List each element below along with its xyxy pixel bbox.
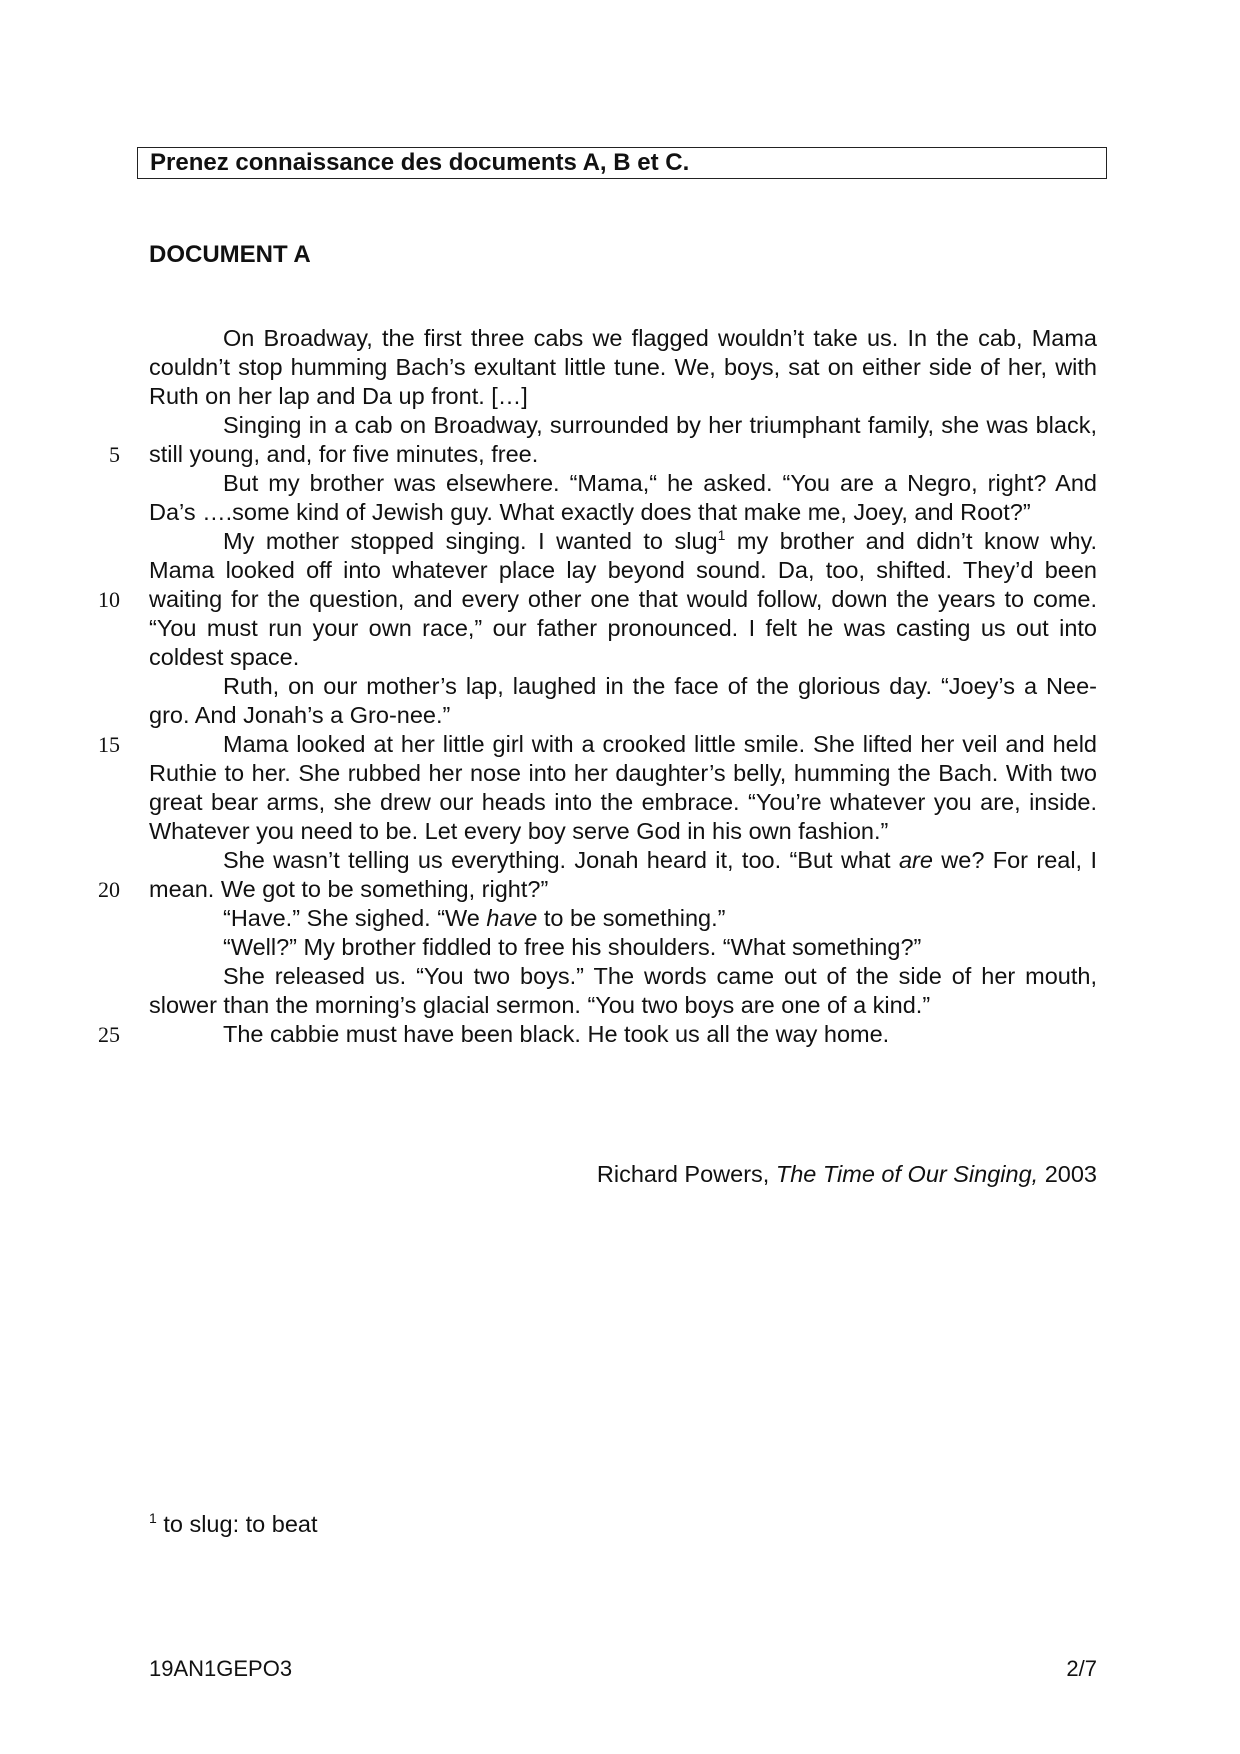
document-heading: DOCUMENT A bbox=[149, 241, 311, 268]
line-number-5: 5 bbox=[109, 442, 120, 467]
exam-code: 19AN1GEPO3 bbox=[149, 1656, 293, 1681]
paragraph-part: She wasn’t telling us everything. Jonah heard it, too. “But what bbox=[223, 847, 899, 873]
document-text bbox=[149, 324, 1097, 1049]
line-number-15: 15 bbox=[98, 732, 120, 757]
footnote-text: to slug: to beat bbox=[156, 1511, 318, 1537]
paragraph: On Broadway, the first three cabs we flagged wouldn’t take us. In the cab, Mama couldn’t stop humming Bach’s exultant little tune. We, boys, sat on either side of her, with Ruth on her lap and Da up front. […] bbox=[149, 325, 1097, 409]
paragraph: She released us. “You two boys.” The words came out of the side of her mouth, slower than the morning’s glacial sermon. “You two boys are one of a kind.” bbox=[149, 963, 1097, 1018]
paragraph: Singing in a cab on Broadway, surrounded by her triumphant family, she was black, still young, and, for five minutes, free. bbox=[149, 412, 1097, 467]
attribution-author: Richard Powers, bbox=[596, 1161, 776, 1187]
paragraph bbox=[149, 846, 1097, 904]
paragraph: Ruth, on our mother’s lap, laughed in the face of the glorious day. “Joey’s a Nee-gro. And Jonah’s a Gro-nee.” bbox=[149, 673, 1097, 728]
line-number-25: 25 bbox=[98, 1022, 120, 1047]
footnote-marker: 1 bbox=[717, 527, 726, 543]
footnote-number: 1 bbox=[149, 1510, 157, 1526]
paragraph: “Well?” My brother fiddled to free his shoulders. “What something?” bbox=[223, 934, 922, 960]
page-number: 2/7 bbox=[1066, 1656, 1097, 1681]
source-attribution bbox=[149, 1160, 1097, 1189]
instruction-text: Prenez connaissance des documents A, B et C. bbox=[150, 149, 690, 176]
attribution-year: 2003 bbox=[1038, 1161, 1097, 1187]
emphasis: have bbox=[486, 905, 538, 931]
paragraph-part: to be something.” bbox=[537, 905, 726, 931]
paragraph bbox=[149, 904, 1097, 933]
paragraph-part: we? For real, I mean. We got to be something, right?” bbox=[149, 847, 1097, 902]
paragraph: But my brother was elsewhere. “Mama,“ he asked. “You are a Negro, right? And Da’s ….some kind of Jewish guy. What exactly does that make me, Joey, and Root?” bbox=[149, 470, 1097, 525]
paragraph: Mama looked at her little girl with a crooked little smile. She lifted her veil and held Ruthie to her. She rubbed her nose into her daughter’s belly, humming the Bach. With two great bear arms, she drew our heads into the embrace. “You’re whatever you are, inside. Whatever you need to be. Let every boy serve God in his own fashion.” bbox=[149, 731, 1097, 844]
paragraph: The cabbie must have been black. He took us all the way home. bbox=[223, 1021, 890, 1047]
paragraph-part: My mother stopped singing. I wanted to slug bbox=[223, 528, 718, 554]
line-number-20: 20 bbox=[98, 877, 120, 902]
emphasis: are bbox=[898, 847, 933, 873]
instruction-box bbox=[137, 147, 1107, 179]
line-number-10: 10 bbox=[98, 587, 120, 612]
footnote bbox=[149, 1510, 318, 1539]
attribution-title: The Time of Our Singing, bbox=[775, 1161, 1039, 1187]
paragraph-part: “Have.” She sighed. “We bbox=[223, 905, 487, 931]
paragraph-part: my brother and didn’t know why. Mama looked off into whatever place lay beyond sound. Da, too, shifted. They’d been waiting for the question, and every other one that would follow, down the years to come. “You must run your own race,” our father pronounced. I felt he was casting us out into coldest space. bbox=[149, 528, 1097, 670]
paragraph bbox=[149, 527, 1097, 672]
